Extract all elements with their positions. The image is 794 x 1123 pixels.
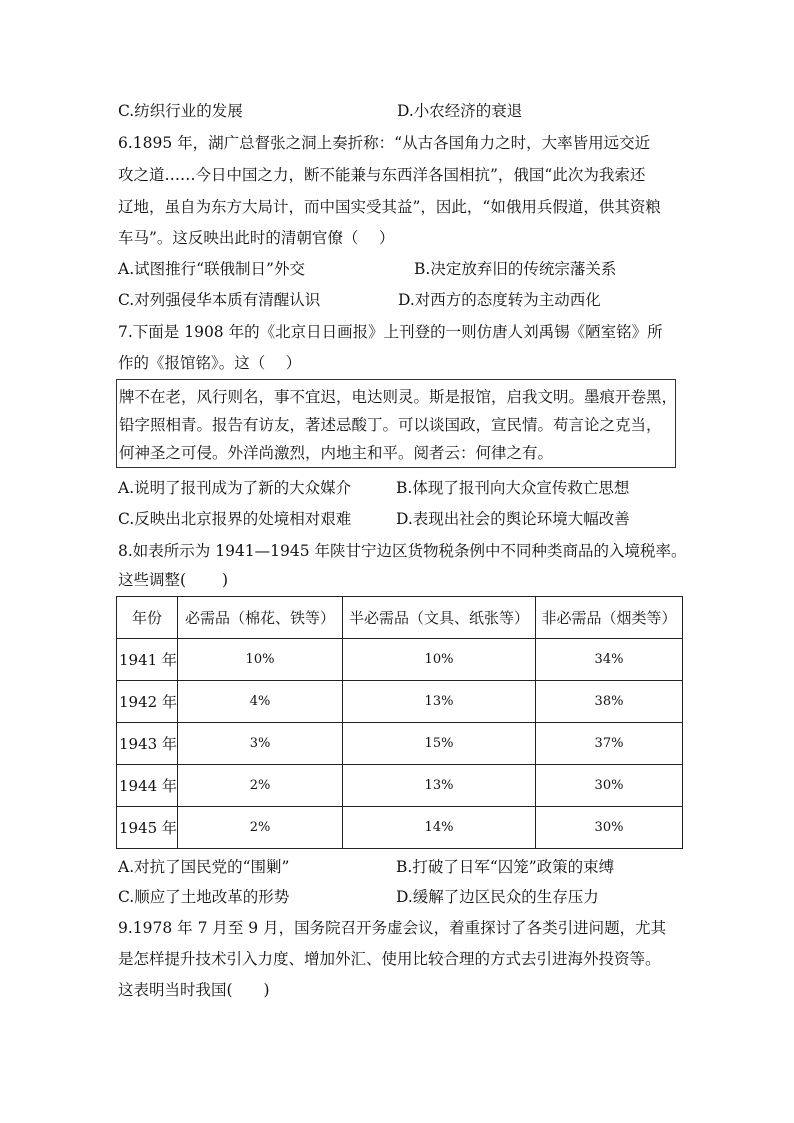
table-cell: 10%	[178, 639, 343, 681]
table-cell: 30%	[536, 807, 683, 849]
q6-stem-line-4: 车马”。这反映出此时的清朝官僚（ ）	[118, 229, 395, 247]
q7-option-c: C.反映出北京报界的处境相对艰难	[118, 510, 352, 528]
table-row	[117, 807, 683, 849]
q8-option-c: C.顺应了土地改革的形势	[118, 888, 290, 906]
q8-option-d: D.缓解了边区民众的生存压力	[396, 888, 599, 906]
table-cell: 37%	[536, 723, 683, 765]
q6-option-c: C.对列强侵华本质有清醒认识	[118, 291, 321, 309]
q7-quote-line-2: 铅字照相青。报告有访友，著述忌酸丁。可以谈国政，宣民情。苟言论之克当，	[119, 416, 662, 434]
table-header-necessities: 必需品（棉花、铁等）	[178, 597, 343, 639]
q8-stem-line-1: 8.如表所示为 1941—1945 年陕甘宁边区货物税条例中不同种类商品的入境税率。	[118, 542, 687, 560]
table-cell-year: 1941 年	[117, 639, 178, 681]
q8-stem-line-2: 这些调整( )	[118, 571, 229, 589]
tax-rate-table	[116, 596, 683, 849]
table-cell-year: 1945 年	[117, 807, 178, 849]
table-cell: 34%	[536, 639, 683, 681]
table-row	[117, 681, 683, 723]
q7-quote-line-1: 牌不在老，风行则名，事不宜迟，电达则灵。斯是报馆，启我文明。墨痕开卷黑，	[119, 388, 678, 406]
q9-stem-line-1: 9.1978 年 7 月至 9 月，国务院召开务虚会议，着重探讨了各类引进问题，尤其	[118, 919, 667, 937]
q6-option-a: A.试图推行“联俄制日”外交	[118, 260, 305, 278]
table-header-semi-necessities: 半必需品（文具、纸张等）	[343, 597, 536, 639]
table-cell: 4%	[178, 681, 343, 723]
table-header-year: 年份	[117, 597, 178, 639]
q7-option-d: D.表现出社会的舆论环境大幅改善	[396, 510, 630, 528]
table-row	[117, 723, 683, 765]
table-row	[117, 639, 683, 681]
q7-option-b: B.体现了报刊向大众宣传救亡思想	[396, 479, 630, 497]
q7-quote-line-3: 何神圣之可侵。外洋尚激烈，内地主和平。阅者云：何律之有。	[119, 444, 554, 462]
q8-option-a: A.对抗了国民党的“围剿”	[118, 858, 290, 876]
table-cell: 2%	[178, 765, 343, 807]
q9-stem-line-3: 这表明当时我国( )	[118, 981, 270, 999]
q5-option-c: C.纺织行业的发展	[118, 102, 243, 120]
table-header-row	[117, 597, 683, 639]
q7-stem-line-1: 7.下面是 1908 年的《北京日日画报》上刊登的一则仿唐人刘禹锡《陋室铭》所	[118, 323, 663, 341]
q9-stem-line-2: 是怎样提升技术引入力度、增加外汇、使用比较合理的方式去引进海外投资等。	[118, 950, 661, 968]
table-row	[117, 765, 683, 807]
q7-quote-box	[116, 379, 676, 468]
q6-stem-line-2: 攻之道……今日中国之力，断不能兼与东西洋各国相抗”，俄国“此次为我索还	[118, 166, 646, 184]
q6-stem-line-1: 6.1895 年，湖广总督张之洞上奏折称：“从古各国角力之时，大率皆用远交近	[118, 134, 651, 152]
table-cell: 10%	[343, 639, 536, 681]
table-cell-year: 1943 年	[117, 723, 178, 765]
table-cell: 13%	[343, 765, 536, 807]
q7-stem-line-2: 作的《报馆铭》。这（ ）	[118, 354, 302, 372]
q6-stem-line-3: 辽地，虽自为东方大局计，而中国实受其益”，因此，“如俄用兵假道，供其资粮	[118, 198, 661, 216]
table-header-non-necessities: 非必需品（烟类等）	[536, 597, 683, 639]
q6-option-d: D.对西方的态度转为主动西化	[398, 291, 601, 309]
q6-option-b: B.决定放弃旧的传统宗藩关系	[414, 260, 617, 278]
table-cell: 3%	[178, 723, 343, 765]
q8-option-b: B.打破了日军“囚笼”政策的束缚	[396, 858, 615, 876]
table-cell-year: 1942 年	[117, 681, 178, 723]
table-cell: 30%	[536, 765, 683, 807]
table-cell: 14%	[343, 807, 536, 849]
q5-option-d: D.小农经济的衰退	[397, 102, 523, 120]
table-cell: 38%	[536, 681, 683, 723]
table-cell: 13%	[343, 681, 536, 723]
q7-option-a: A.说明了报刊成为了新的大众媒介	[118, 479, 352, 497]
table-cell-year: 1944 年	[117, 765, 178, 807]
table-cell: 2%	[178, 807, 343, 849]
table-cell: 15%	[343, 723, 536, 765]
